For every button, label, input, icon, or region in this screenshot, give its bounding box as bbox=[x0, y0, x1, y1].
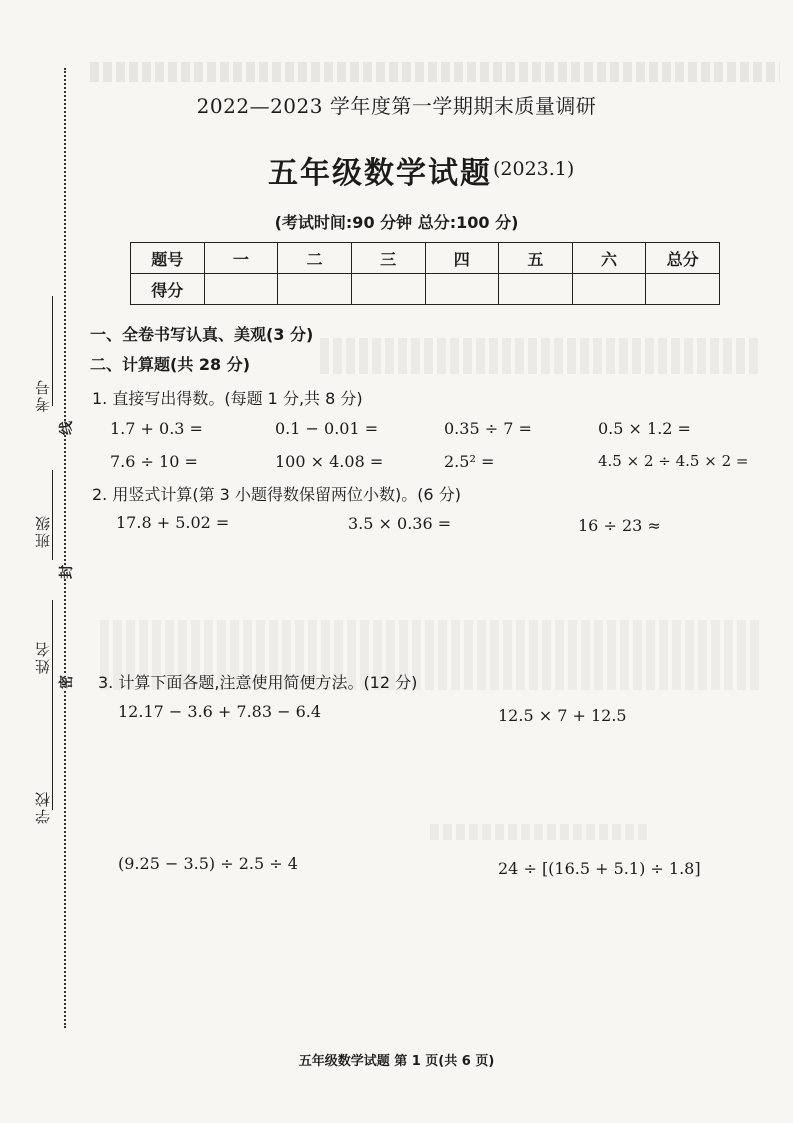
score-header-cell: 四 bbox=[425, 243, 499, 274]
score-cell[interactable] bbox=[425, 274, 499, 305]
score-cell[interactable] bbox=[204, 274, 278, 305]
exam-info: (考试时间:90 分钟 总分:100 分) bbox=[274, 213, 519, 232]
exam-date: (2023.1) bbox=[493, 158, 575, 180]
q1-item: 4.5 × 2 ÷ 4.5 × 2 = bbox=[598, 452, 749, 470]
q2-item: 3.5 × 0.36 = bbox=[348, 514, 452, 533]
score-table-score-row bbox=[131, 274, 720, 305]
q1-item: 2.5² = bbox=[444, 452, 495, 471]
q3-item: 12.5 × 7 + 12.5 bbox=[498, 706, 627, 725]
q1-item: 1.7 + 0.3 = bbox=[110, 419, 203, 438]
score-cell[interactable] bbox=[278, 274, 352, 305]
section-1-heading: 一、全卷书写认真、美观(3 分) bbox=[90, 325, 314, 344]
score-header-cell: 三 bbox=[351, 243, 425, 274]
score-table bbox=[130, 242, 720, 305]
page-footer: 五年级数学试题 第 1 页(共 6 页) bbox=[298, 1054, 495, 1069]
q3-title: 3. 计算下面各题,注意使用简便方法。(12 分) bbox=[98, 673, 418, 692]
bleed-through-top bbox=[90, 62, 780, 82]
q2-item: 16 ÷ 23 ≈ bbox=[578, 516, 661, 535]
q3-item: 24 ÷ [(16.5 + 5.1) ÷ 1.8] bbox=[498, 859, 701, 878]
school-blank[interactable] bbox=[52, 700, 53, 810]
seal-line-mark: 线 bbox=[56, 421, 76, 435]
name-label: 姓名 bbox=[34, 640, 52, 674]
q1-item: 0.5 × 1.2 = bbox=[598, 419, 691, 438]
q1-item: 0.35 ÷ 7 = bbox=[444, 419, 532, 438]
q2-title: 2. 用竖式计算(第 3 小题得数保留两位小数)。(6 分) bbox=[92, 485, 461, 504]
section-2-heading: 二、计算题(共 28 分) bbox=[90, 355, 251, 374]
q1-item: 7.6 ÷ 10 = bbox=[110, 452, 198, 471]
q1-title: 1. 直接写出得数。(每题 1 分,共 8 分) bbox=[92, 389, 363, 408]
class-label: 班级 bbox=[34, 514, 52, 548]
seal-secret-mark: 密 bbox=[56, 675, 76, 689]
score-table-header-row bbox=[131, 243, 720, 274]
class-blank[interactable] bbox=[52, 470, 53, 560]
exam-number-label: 考号 bbox=[34, 378, 52, 412]
score-header-cell: 六 bbox=[572, 243, 646, 274]
score-header-cell: 总分 bbox=[646, 243, 720, 274]
q3-item: 12.17 − 3.6 + 7.83 − 6.4 bbox=[118, 702, 322, 721]
q2-item: 17.8 + 5.02 = bbox=[116, 513, 230, 532]
school-label: 学校 bbox=[34, 790, 52, 824]
score-cell[interactable] bbox=[351, 274, 425, 305]
bleed-through-bottom bbox=[430, 824, 650, 840]
score-header-cell: 五 bbox=[499, 243, 573, 274]
score-header-cell: 题号 bbox=[131, 243, 205, 274]
q3-item: (9.25 − 3.5) ÷ 2.5 ÷ 4 bbox=[118, 854, 298, 873]
score-cell[interactable] bbox=[499, 274, 573, 305]
score-cell[interactable] bbox=[572, 274, 646, 305]
score-header-cell: 一 bbox=[204, 243, 278, 274]
q1-item: 0.1 − 0.01 = bbox=[275, 419, 379, 438]
bleed-through-mid bbox=[320, 338, 760, 374]
main-title: 五年级数学试题 bbox=[268, 156, 492, 191]
seal-seal-mark: 封 bbox=[56, 565, 76, 579]
score-cell[interactable] bbox=[646, 274, 720, 305]
exam-number-blank[interactable] bbox=[52, 296, 53, 406]
q1-item: 100 × 4.08 = bbox=[275, 452, 384, 471]
exam-title: 2022—2023 学年度第一学期期末质量调研 bbox=[196, 94, 597, 118]
name-blank[interactable] bbox=[52, 600, 53, 700]
score-header-cell: 二 bbox=[278, 243, 352, 274]
score-row-label: 得分 bbox=[131, 274, 205, 305]
